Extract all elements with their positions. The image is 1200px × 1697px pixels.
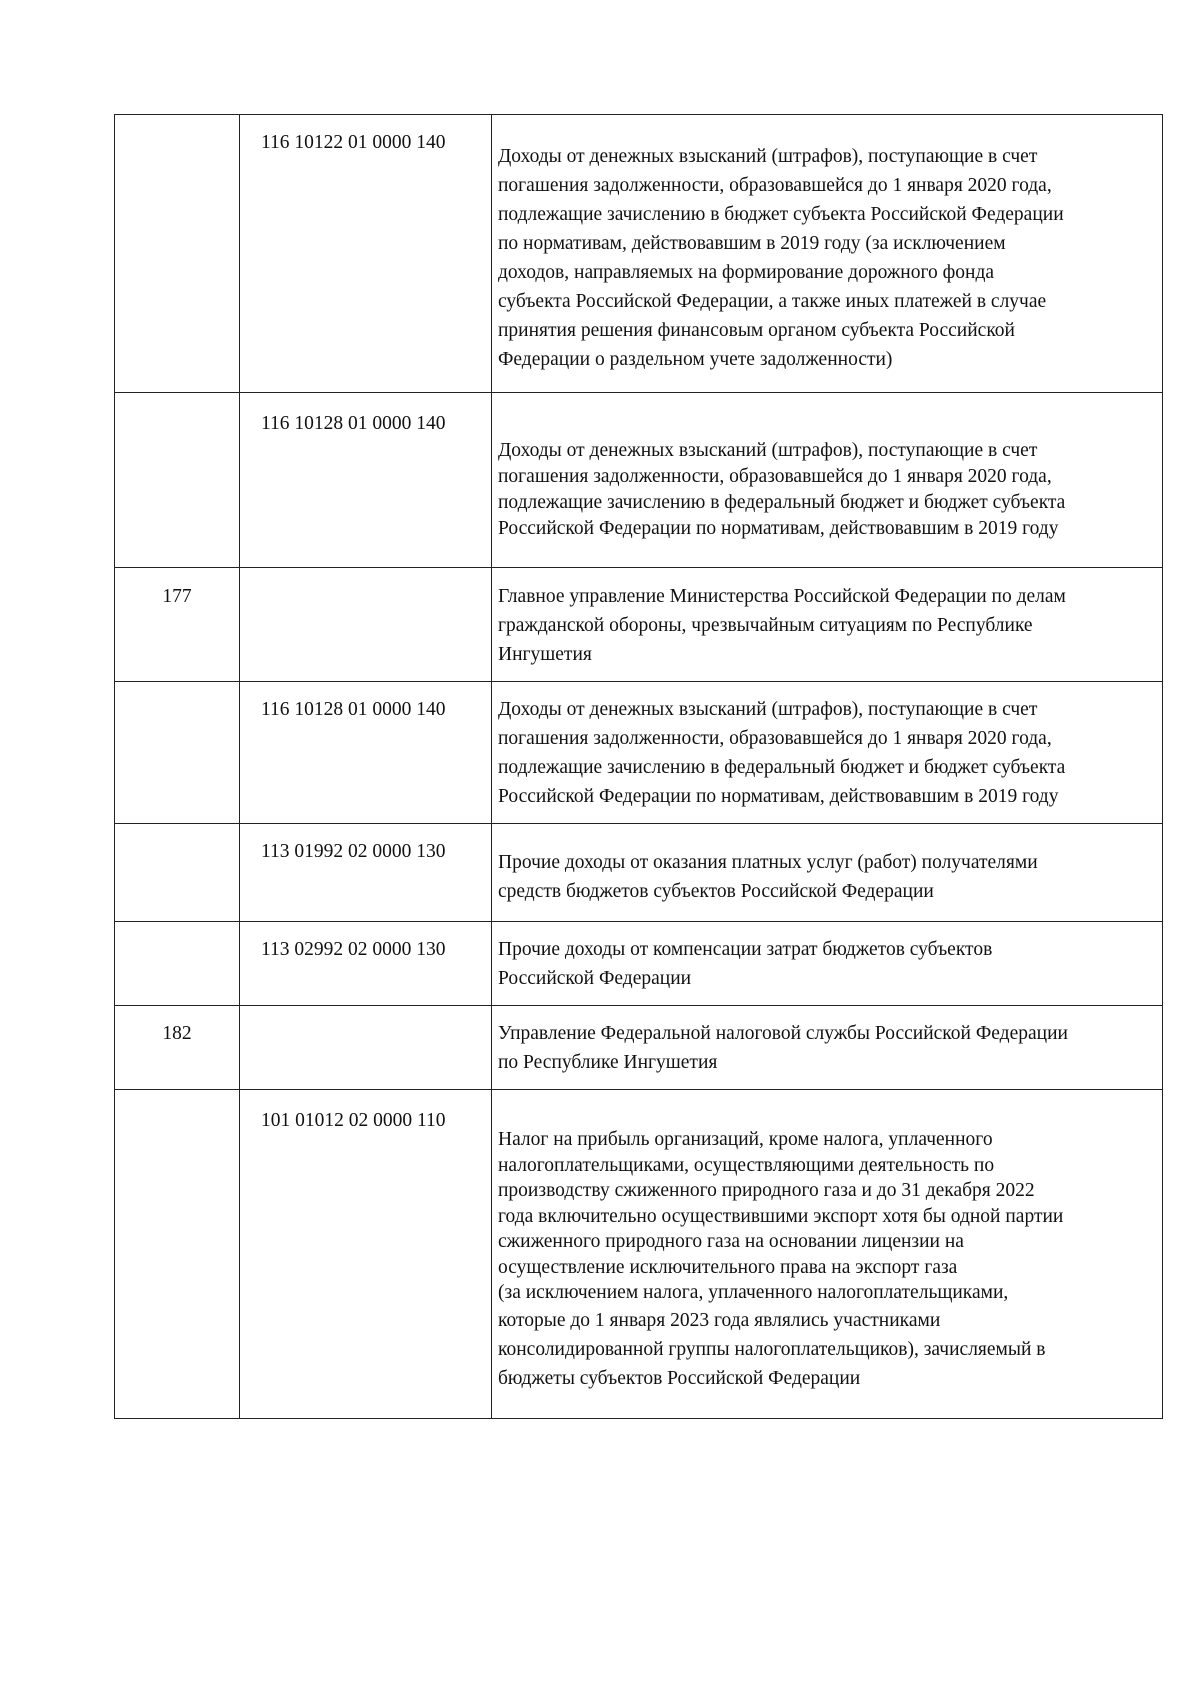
income-code-cell xyxy=(240,1006,492,1090)
income-name-cell xyxy=(492,922,1163,1006)
admin-code xyxy=(115,682,239,694)
table-row xyxy=(115,115,1163,393)
income-name-part2: которые до 1 января 2023 года являлись участниками консолидированной группы налогоплательщиков), зачисляемый в бюджеты субъектов Российской Федерации xyxy=(498,1309,1046,1389)
table-row xyxy=(115,922,1163,1006)
admin-code-cell xyxy=(115,922,240,1006)
admin-code-cell xyxy=(115,682,240,824)
admin-code: 177 xyxy=(162,586,192,607)
table-row xyxy=(115,393,1163,568)
income-code-cell xyxy=(240,568,492,682)
income-name-cell xyxy=(492,1006,1163,1090)
income-name: Прочие доходы от компенсации затрат бюджетов субъектов Российской Федерации xyxy=(498,939,993,989)
income-name-cell xyxy=(492,393,1163,568)
income-codes-table xyxy=(114,114,1163,1419)
income-name-cell xyxy=(492,568,1163,682)
income-code-cell xyxy=(240,1090,492,1419)
income-code: 116 10128 01 0000 140 xyxy=(261,413,446,434)
admin-code xyxy=(115,393,239,405)
income-name: Доходы от денежных взысканий (штрафов), поступающие в счет погашения задолженности, образовавшейся до 1 января 2020 года, подлежащие зачислению в федеральный бюджет и бюджет субъекта Российской Федерации по нормативам, действовавшим в 2019 году xyxy=(498,699,1066,807)
table-row xyxy=(115,824,1163,922)
income-code-cell xyxy=(240,824,492,922)
table-row xyxy=(115,682,1163,824)
admin-code xyxy=(115,824,239,836)
income-name-cell xyxy=(492,824,1163,922)
admin-code xyxy=(115,1090,239,1102)
income-code: 113 01992 02 0000 130 xyxy=(261,841,446,862)
admin-code-cell xyxy=(115,568,240,682)
income-name-part1: Налог на прибыль организаций, кроме налога, уплаченного налогоплательщиками, осуществляющими деятельность по производству сжиженного природного газа и до 31 декабря 2022 года включительно осуществившими экспорт хотя бы одной партии сжиженного природного газа на основании лицензии на осуществление исключительного права на экспорт газа (за исключением налога, уплаченного налогоплательщиками, xyxy=(498,1129,1064,1303)
income-name: Управление Федеральной налоговой службы Российской Федерации по Республике Ингушетия xyxy=(498,1023,1068,1073)
admin-code xyxy=(115,922,239,934)
table-row xyxy=(115,568,1163,682)
table-row xyxy=(115,1006,1163,1090)
income-code-cell xyxy=(240,922,492,1006)
income-name: Доходы от денежных взысканий (штрафов), поступающие в счет погашения задолженности, образовавшейся до 1 января 2020 года, подлежащие зачислению в федеральный бюджет и бюджет субъекта Российской Федерации по нормативам, действовавшим в 2019 году xyxy=(498,440,1066,539)
admin-code xyxy=(115,115,239,127)
income-code-cell xyxy=(240,393,492,568)
income-name-cell xyxy=(492,115,1163,393)
income-name: Главное управление Министерства Российской Федерации по делам гражданской обороны, чрезвычайным ситуациям по Республике Ингушетия xyxy=(498,586,1066,665)
admin-code-cell xyxy=(115,115,240,393)
income-name: Доходы от денежных взысканий (штрафов), поступающие в счет погашения задолженности, образовавшейся до 1 января 2020 года, подлежащие зачислению в бюджет субъекта Российской Федерации по нормативам, действовавшим в 2019 году (за исключением доходов, направляемых на формирование дорожного фонда субъекта Российской Федерации, а также иных платежей в случае принятия решения финансовым органом субъекта Российской Федерации о раздельном учете задолженности) xyxy=(498,146,1064,370)
admin-code-cell xyxy=(115,1090,240,1419)
admin-code: 182 xyxy=(162,1023,192,1044)
admin-code-cell xyxy=(115,824,240,922)
income-code xyxy=(240,1006,491,1019)
income-code xyxy=(240,568,491,581)
income-code-cell xyxy=(240,115,492,393)
admin-code-cell xyxy=(115,1006,240,1090)
income-name-cell xyxy=(492,1090,1163,1419)
income-name-cell xyxy=(492,682,1163,824)
table-row xyxy=(115,1090,1163,1419)
income-code-cell xyxy=(240,682,492,824)
income-code: 116 10122 01 0000 140 xyxy=(261,132,446,153)
income-code: 101 01012 02 0000 110 xyxy=(261,1110,446,1131)
income-name: Прочие доходы от оказания платных услуг (работ) получателями средств бюджетов субъектов Российской Федерации xyxy=(498,852,1038,902)
admin-code-cell xyxy=(115,393,240,568)
income-code: 113 02992 02 0000 130 xyxy=(261,939,446,960)
income-code: 116 10128 01 0000 140 xyxy=(261,699,446,720)
